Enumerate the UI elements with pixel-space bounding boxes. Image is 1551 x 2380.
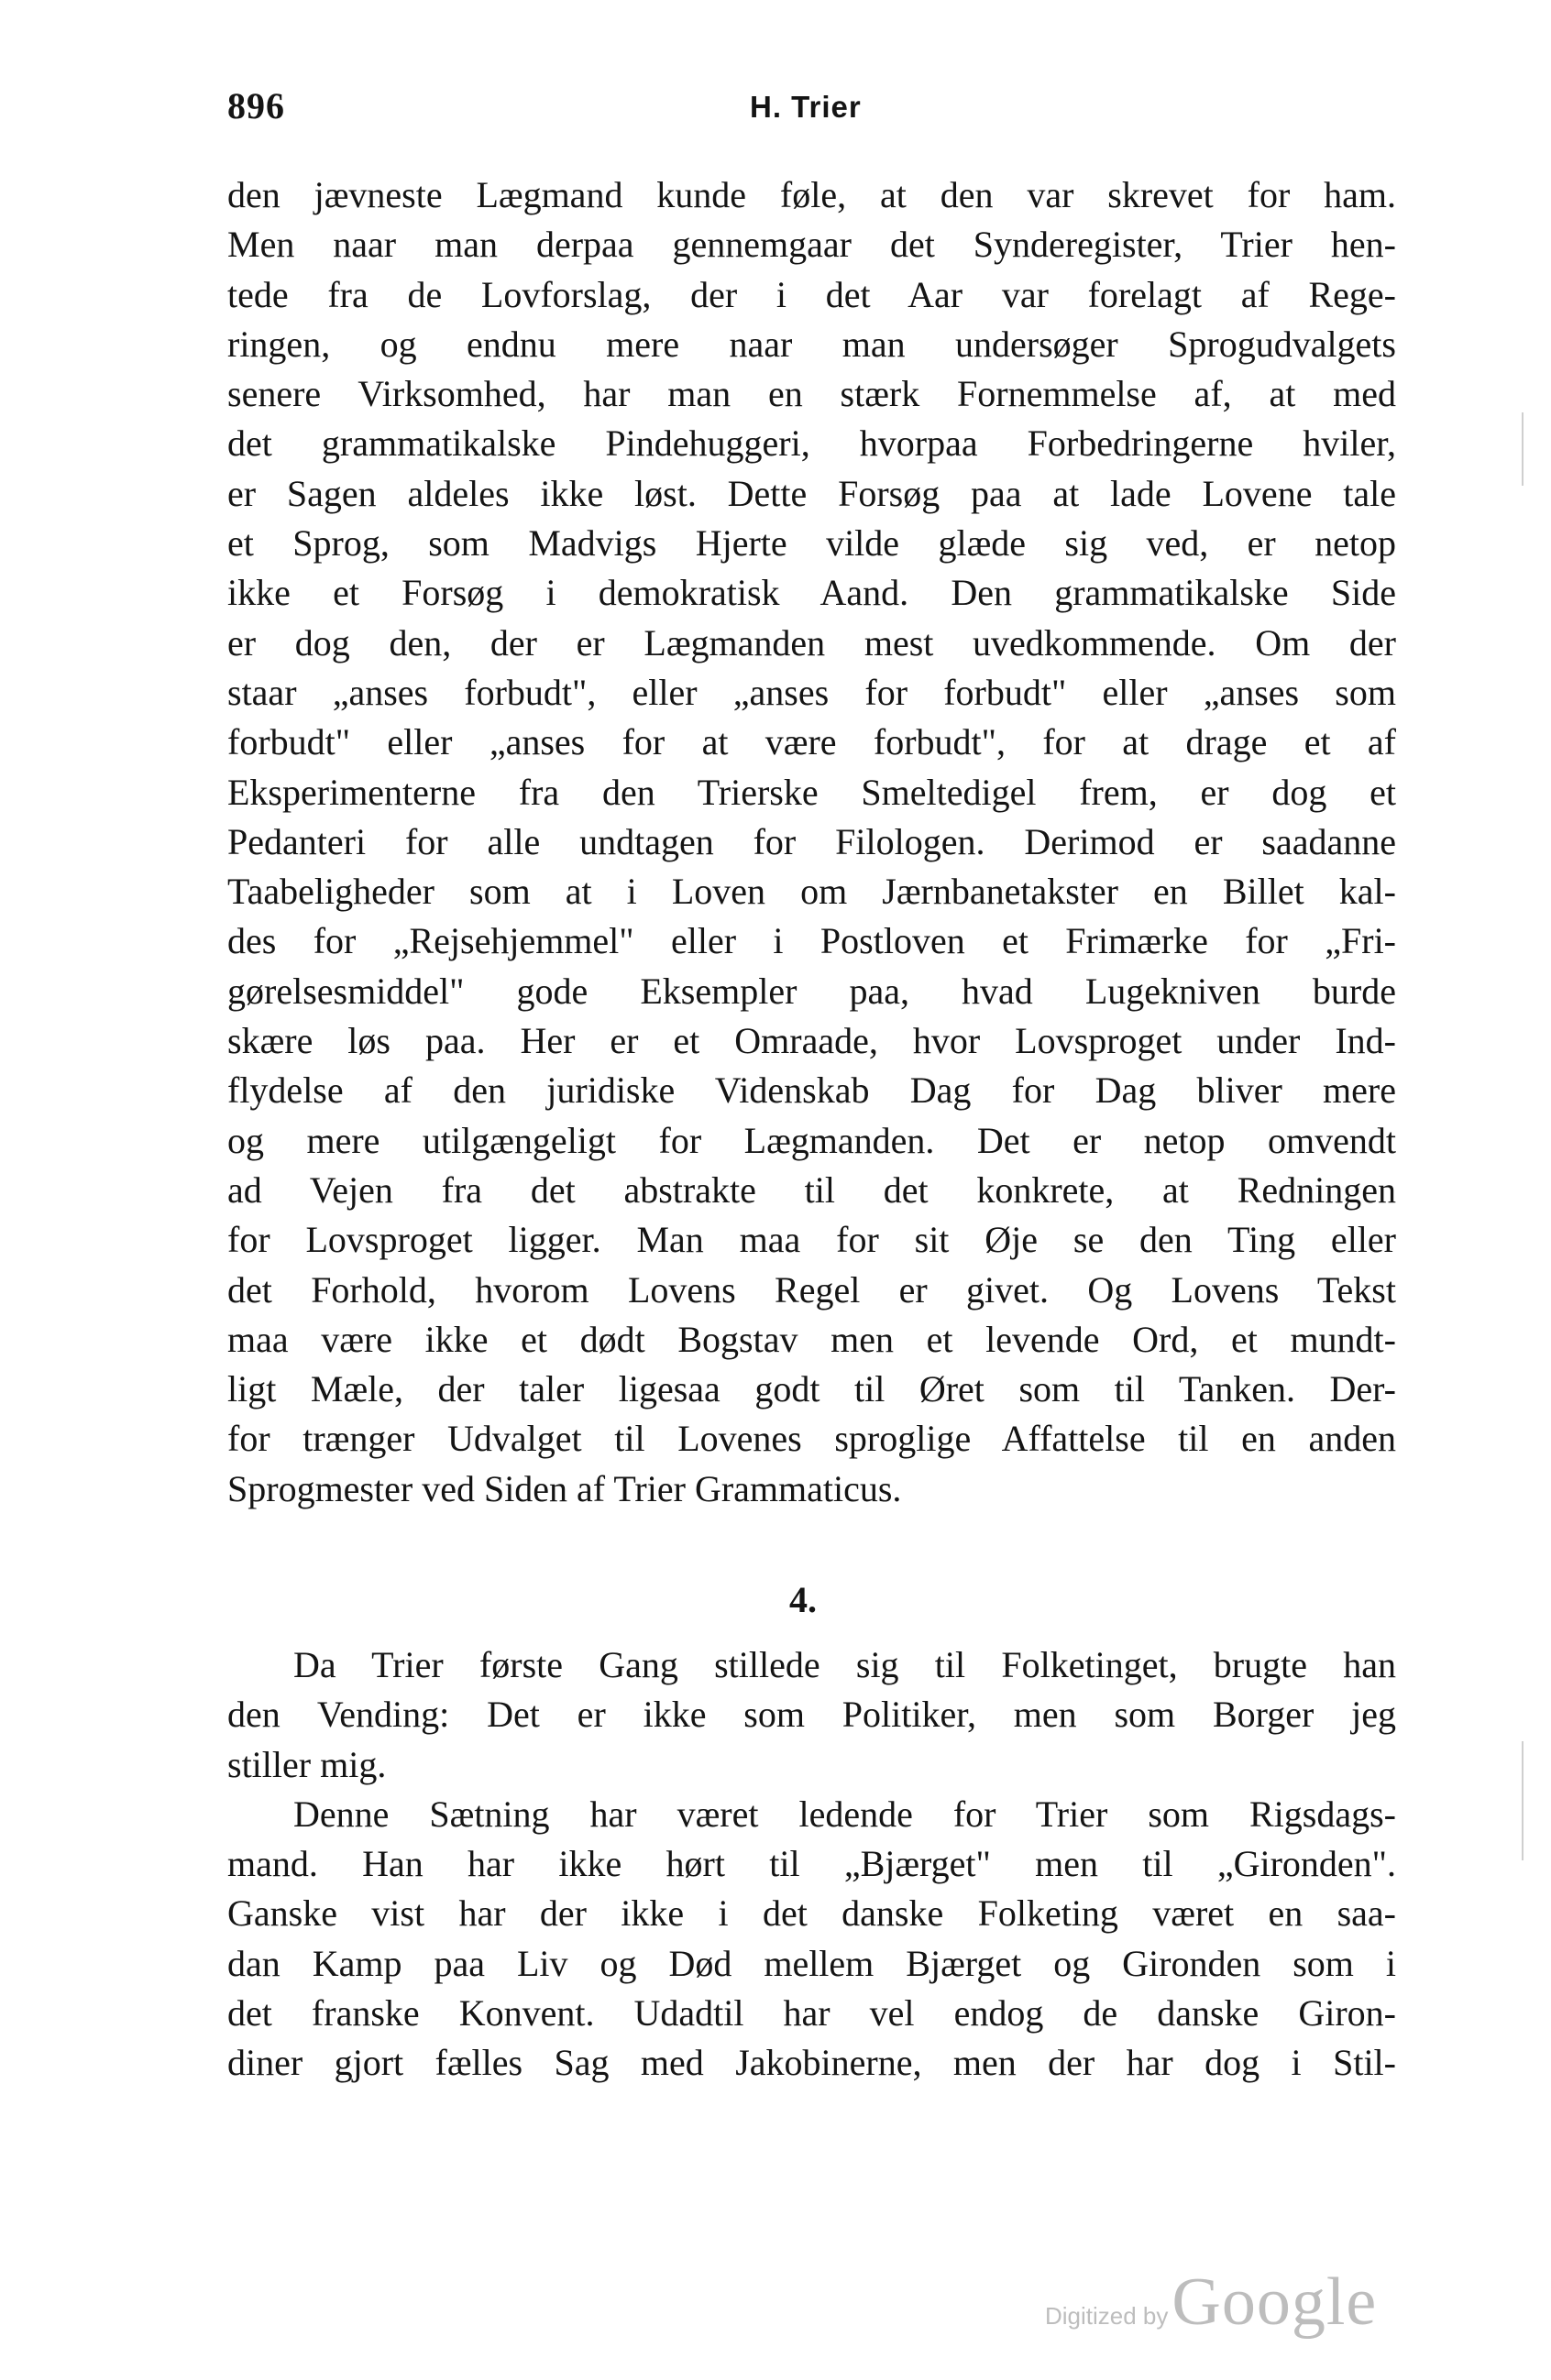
margin-mark (1522, 412, 1524, 486)
text-line: Men naar man derpaa gennemgaar det Synderegister, Trier hen- (227, 224, 1396, 266)
text-line: Taabeligheder som at i Loven om Jærnbanetakster en Billet kal- (227, 871, 1396, 913)
section-4-text (227, 1640, 1396, 2089)
text-line: Pedanteri for alle undtagen for Filologen. Derimod er saadanne (227, 820, 1396, 862)
text-line: og mere utilgængeligt for Lægmanden. Det er netop omvendt (227, 1119, 1396, 1161)
text-line: den jævneste Lægmand kunde føle, at den var skrevet for ham. (227, 174, 1396, 215)
text-line: et Sprog, som Madvigs Hjerte vilde glæde sig ved, er netop (227, 522, 1396, 565)
text-line: tede fra de Lovforslag, der i det Aar var forelagt af Rege- (227, 273, 1396, 315)
text-line: for Lovsproget ligger. Man maa for sit Øje se den Ting eller (227, 1219, 1396, 1261)
section-number (0, 1578, 1551, 1621)
text-line: skære løs paa. Her er et Omraade, hvor Lovsproget under Ind- (227, 1020, 1396, 1062)
text-line: ringen, og endnu mere naar man undersøger Sprogudvalgets (227, 323, 1396, 365)
text-line: staar „anses forbudt", eller „anses for forbudt" eller „anses som (227, 671, 1396, 713)
text-line: senere Virksomhed, har man en stærk Fornemmelse af, at med (227, 373, 1396, 415)
text-line: forbudt" eller „anses for at være forbudt", for at drage et af (227, 721, 1396, 763)
text-line: det grammatikalske Pindehuggeri, hvorpaa Forbedringerne hviler, (227, 422, 1396, 465)
text-line: stiller mig. (227, 1743, 387, 1785)
text-line: for trænger Udvalget til Lovenes sproglige Affattelse til en anden (227, 1418, 1396, 1460)
text-line: den Vending: Det er ikke som Politiker, men som Borger jeg (227, 1694, 1396, 1736)
text-line: er dog den, der er Lægmanden mest uvedkommende. Om der (227, 621, 1396, 664)
text-line: mand. Han har ikke hørt til „Bjærget" men til „Gironden". (227, 1843, 1396, 1885)
text-line: er Sagen aldeles ikke løst. Dette Forsøg paa at lade Lovene tale (227, 472, 1396, 514)
page-header (227, 84, 1401, 136)
text-line: Eksperimenterne fra den Trierske Smeltedigel frem, er dog et (227, 771, 1396, 813)
text-line: maa være ikke et dødt Bogstav men et levende Ord, et mundt- (227, 1318, 1396, 1360)
text-line: ligt Mæle, der taler ligesaa godt til Øret som til Tanken. Der- (227, 1368, 1396, 1410)
paragraph-1 (227, 170, 1396, 1514)
text-line: des for „Rejsehjemmel" eller i Postloven et Frimærke for „Fri- (227, 920, 1396, 962)
text-line: dan Kamp paa Liv og Død mellem Bjærget og Gironden som i (227, 1942, 1396, 1984)
running-head: H. Trier (750, 90, 862, 124)
text-line: gørelsesmiddel" gode Eksempler paa, hvad Lugekniven burde (227, 970, 1396, 1012)
margin-mark (1522, 1741, 1524, 1860)
text-line: flydelse af den juridiske Videnskab Dag for Dag bliver mere (227, 1069, 1396, 1112)
text-line: Ganske vist har der ikke i det danske Folketing været en saa- (227, 1892, 1396, 1935)
text-line: diner gjort fælles Sag med Jakobinerne, men der har dog i Stil- (227, 2042, 1396, 2084)
text-line: Sprogmester ved Siden af Trier Grammaticus. (227, 1467, 902, 1509)
watermark-brand: Google (1172, 2265, 1378, 2340)
text-line: ad Vejen fra det abstrakte til det konkrete, at Redningen (227, 1168, 1396, 1211)
page-number: 896 (227, 85, 285, 126)
text-line: Da Trier første Gang stillede sig til Folketinget, brugte han (293, 1644, 1396, 1685)
text-line: Denne Sætning har været ledende for Trier som Rigsdags- (293, 1793, 1396, 1835)
text-line: ikke et Forsøg i demokratisk Aand. Den grammatikalske Side (227, 572, 1396, 614)
text-line: det franske Konvent. Udadtil har vel endog de danske Giron- (227, 1992, 1396, 2035)
watermark-prefix: Digitized by (1045, 2302, 1169, 2330)
digitization-watermark (1045, 2264, 1377, 2342)
section-number-label: 4. (789, 1579, 817, 1620)
text-line: det Forhold, hvorom Lovens Regel er givet. Og Lovens Tekst (227, 1268, 1396, 1311)
